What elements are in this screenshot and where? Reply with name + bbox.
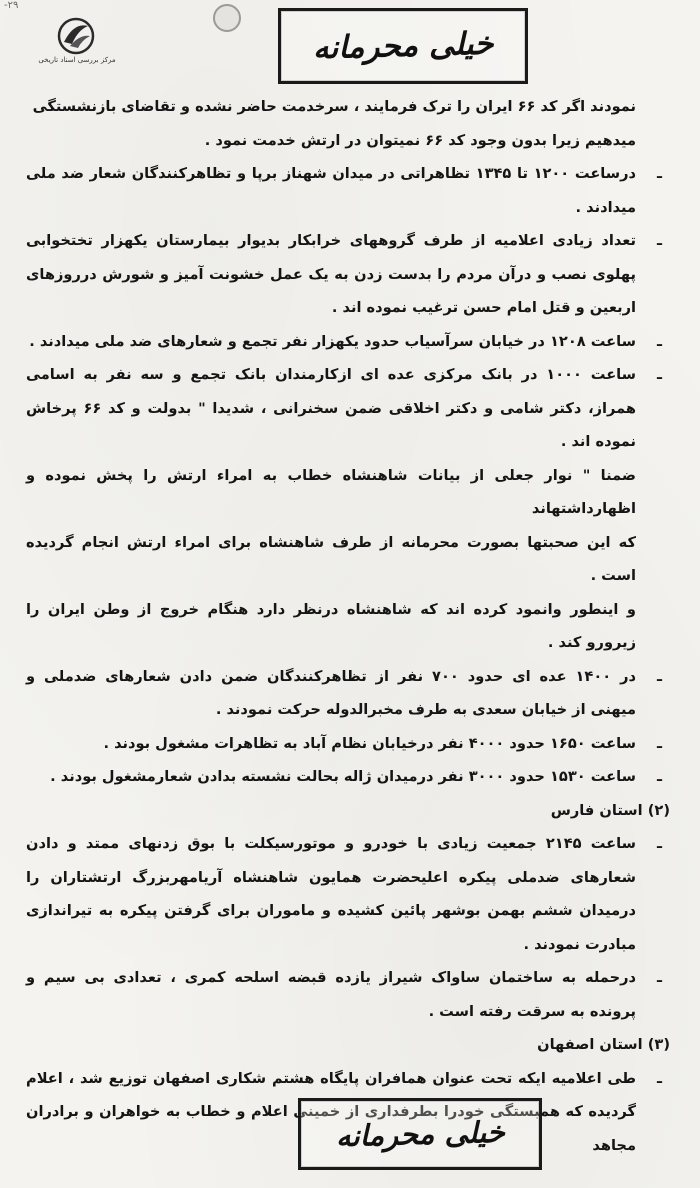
report-item <box>26 760 672 794</box>
report-item-text: ساعت ۱۰۰۰ در بانک مرکزی عده ای ازکارمندان بانک تجمع و سه نفر به اسامی همراز، دکتر شامی و دکتر اخلاقی ضمن سخنرانی ، شدیدا " بدولت و کد ۶۶ پرخاش نموده اند . <box>26 366 636 450</box>
report-item-text: در ۱۴۰۰ عده ای حدود ۷۰۰ نفر از تظاهرکنندگان ضمن دادن شعارهای ضدملی و میهنی از خیابان سعدی به طرف مخبرالدوله حرکت نمودند . <box>26 667 636 718</box>
continuation-line: و اینطور وانمود کرده اند که شاهنشاه درنظر دارد هنگام خروج از وطن ایران را زیرورو کند . <box>26 600 636 651</box>
report-item-text: درساعت ۱۲۰۰ تا ۱۳۴۵ تظاهراتی در میدان شهناز برپا و تظاهرکنندگان شعار ضد ملی میدادند . <box>26 165 637 216</box>
archive-logo <box>22 16 132 70</box>
report-item-text: ساعت ۱۲۰۸ در خیابان سرآسیاب حدود یکهزار نفر تجمع و شعارهای ضد ملی میدادند . <box>29 332 636 350</box>
classification-stamp-bottom-text: خیلی محرمانه <box>335 1114 505 1154</box>
bullet-dash: ـ <box>657 969 662 986</box>
intro-line: میدهیم زیرا بدون وجود کد ۶۶ نمیتوان در ارتش خدمت نمود . <box>204 131 636 149</box>
report-item <box>26 224 672 325</box>
bullet-dash: ـ <box>657 768 662 785</box>
bullet-dash: ـ <box>657 332 662 350</box>
report-item-text: ساعت ۲۱۴۵ جمعیت زیادی با خودرو و موتورسیکلت با بوق زدنهای ممتد و دادن شعارهای ضدملی پیکره اعلیحضرت همایون شاهنشاه آریامهربزرگ ارتشتاران را درمیدان ششم بهمن بوشهر پائین کشیده و ماموران برای گرفتن پیکره به تیراندازی مبادرت نمودند . <box>26 835 636 953</box>
bullet-dash: ـ <box>657 734 662 752</box>
bullet-dash: ـ <box>657 165 662 182</box>
report-item <box>26 727 672 761</box>
bullet-dash: ـ <box>657 232 662 249</box>
archive-logo-icon <box>54 16 98 56</box>
report-item-text: ساعت ۱۶۵۰ حدود ۴۰۰۰ نفر درخیابان نظام آباد به تظاهرات مشغول بودند . <box>103 734 636 752</box>
classification-stamp-top-text: خیلی محرمانه <box>312 25 494 67</box>
document-body <box>26 90 672 1162</box>
report-item <box>26 325 672 359</box>
section-heading-isfahan: (۳) استان اصفهان <box>537 1036 670 1053</box>
report-item <box>26 827 672 961</box>
section-heading-fars: (۲) استان فارس <box>550 801 670 819</box>
report-item <box>26 358 672 459</box>
report-item-text: طی اعلامیه ایکه تحت عنوان همافران پایگاه هشتم شکاری اصفهان توزیع شد ، اعلام گردیده که همبستگی خودرا بطرفداری از خمینی اعلام و خطاب به خواهران و برادران مجاهد <box>26 1069 636 1154</box>
report-item-text: تعداد زیادی اعلامیه از طرف گروههای خرابکار بدیوار بیمارستان یکهزار تختخوابی پهلوی نصب و درآن مردم را بدست زدن به یک عمل خشونت آمیز و شورش درروزهای اربعین و قتل امام حسن ترغیب نموده اند . <box>26 232 636 316</box>
page-corner-mark: -۲۹ <box>4 0 19 11</box>
bullet-dash: ـ <box>657 667 662 685</box>
bullet-dash: ـ <box>657 366 662 383</box>
punch-hole <box>213 4 241 32</box>
continuation-line: که این صحبتها بصورت محرمانه از طرف شاهنشاه برای امراء ارتش انجام گردیده است . <box>26 533 636 584</box>
report-item <box>26 660 672 727</box>
classification-stamp-top <box>278 8 528 84</box>
report-item-text: ساعت ۱۵۳۰ حدود ۳۰۰۰ نفر درمیدان ژاله بحالت نشسته بدادن شعارمشغول بودند . <box>50 768 636 785</box>
report-item <box>26 157 672 224</box>
classification-stamp-bottom <box>298 1098 542 1170</box>
report-item <box>26 961 672 1028</box>
continuation-line: ضمنا " نوار جعلی از بیانات شاهنشاه خطاب به امراء ارتش را پخش نموده و اظهارداشتهاند <box>26 466 636 517</box>
bullet-dash: ـ <box>657 1069 662 1087</box>
intro-line: نمودند اگر کد ۶۶ ایران را ترک فرمایند ، سرخدمت حاضر نشده و تقاضای بازنشستگی <box>32 98 636 115</box>
bullet-dash: ـ <box>657 835 662 852</box>
report-item-text: درحمله به ساختمان ساواک شیراز یازده قبضه اسلحه کمری ، تعدادی بی سیم و پرونده به سرقت رفته است . <box>26 969 636 1020</box>
archive-logo-text: مرکز بررسی اسناد تاریخی <box>38 56 116 64</box>
